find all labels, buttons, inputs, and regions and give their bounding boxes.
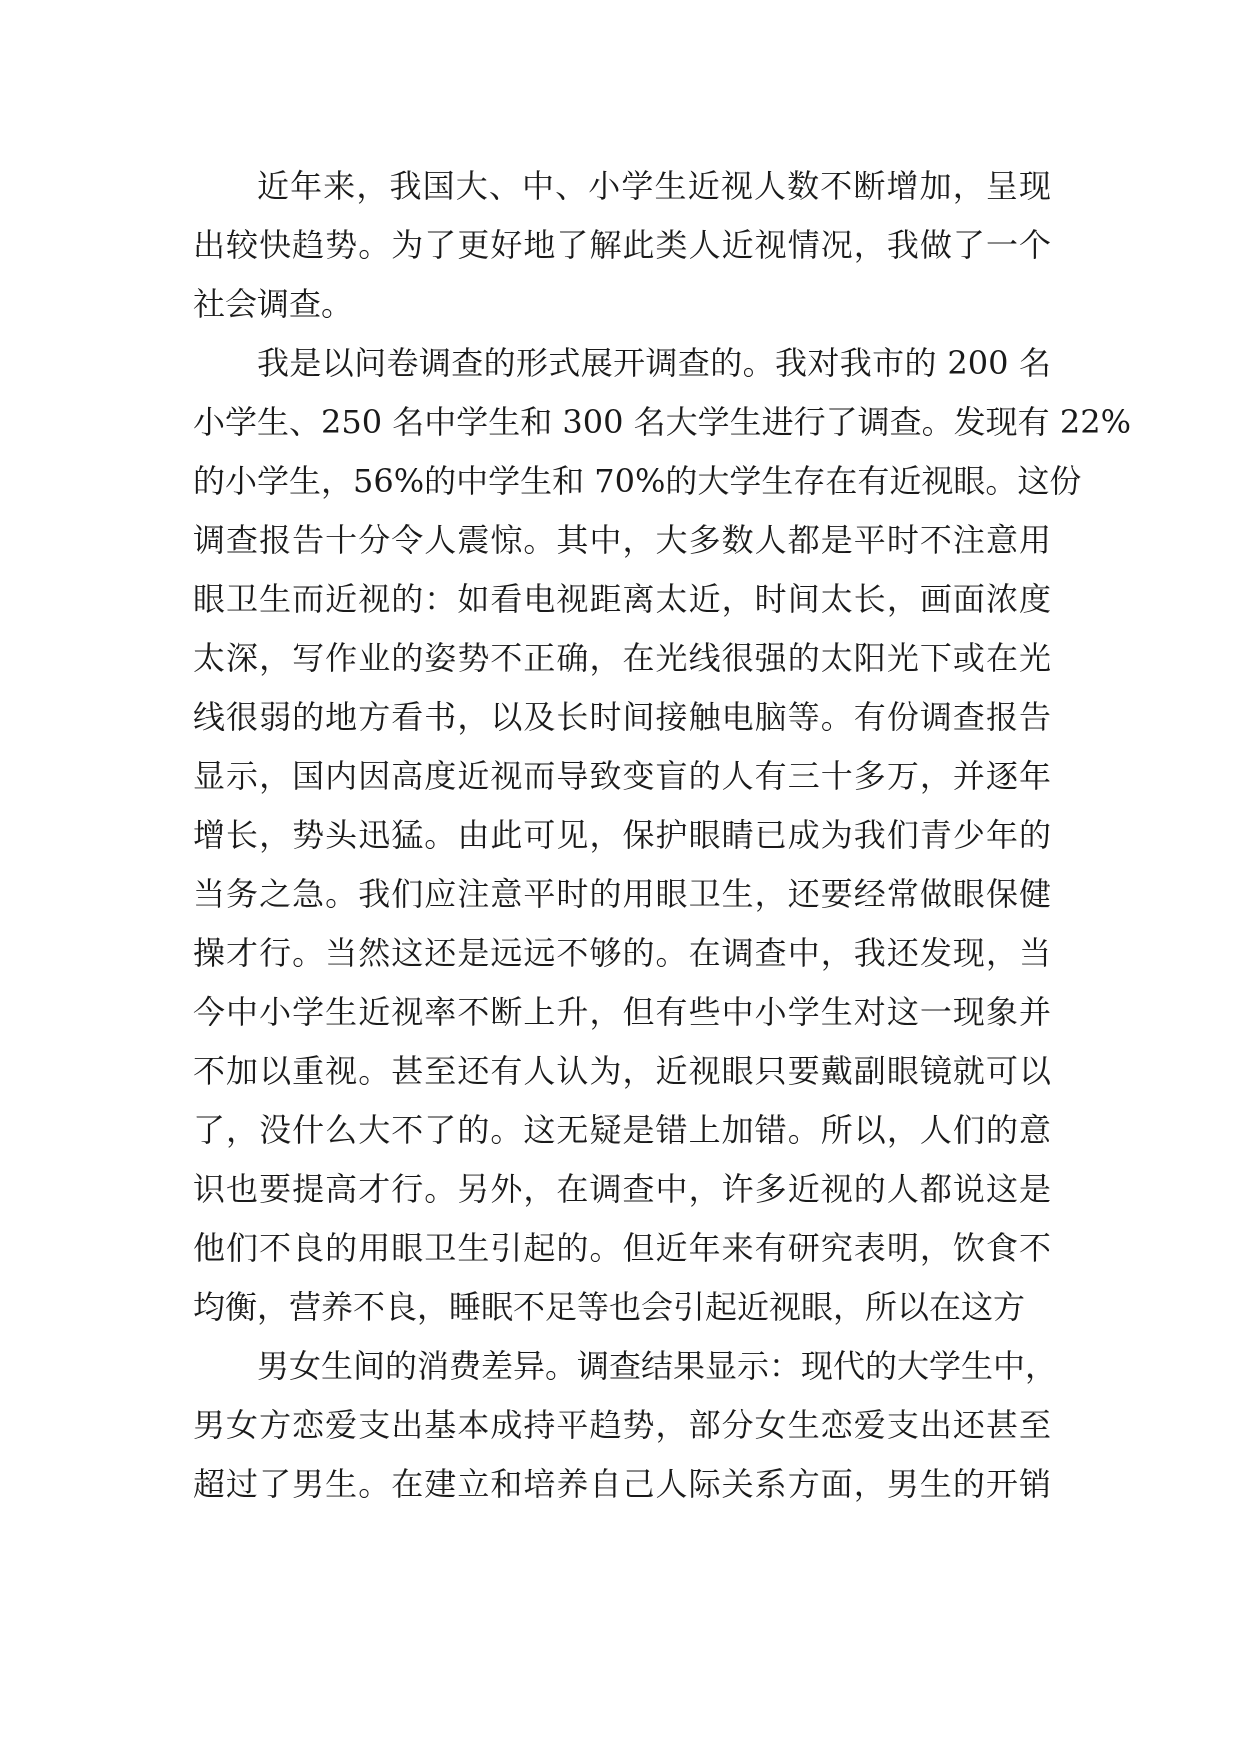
- text-line: 超过了男生。在建立和培养自己人际关系方面，男生的开销: [193, 1465, 1051, 1503]
- paragraph: [193, 157, 1051, 334]
- text-line: 均衡，营养不良，睡眠不足等也会引起近视眼，所以在这方: [193, 1288, 1026, 1326]
- text-line: 太深，写作业的姿势不正确，在光线很强的太阳光下或在光: [193, 639, 1051, 677]
- text-line: 男女方恋爱支出基本成持平趋势，部分女生恋爱支出还甚至: [193, 1406, 1051, 1444]
- text-line: 今中小学生近视率不断上升，但有些中小学生对这一现象并: [193, 993, 1051, 1031]
- text-line: 增长，势头迅猛。由此可见，保护眼睛已成为我们青少年的: [193, 816, 1051, 854]
- text-line: 男女生间的消费差异。调查结果显示：现代的大学生中，: [257, 1347, 1058, 1385]
- text-line: 小学生、250 名中学生和 300 名大学生进行了调查。发现有 22%: [193, 403, 1131, 441]
- text-line: 当务之急。我们应注意平时的用眼卫生，还要经常做眼保健: [193, 875, 1051, 913]
- text-line: 他们不良的用眼卫生引起的。但近年来有研究表明，饮食不: [193, 1229, 1051, 1267]
- text-line: 社会调查。: [193, 285, 354, 323]
- text-line: 出较快趋势。为了更好地了解此类人近视情况，我做了一个: [193, 226, 1051, 264]
- text-line: 眼卫生而近视的：如看电视距离太近，时间太长，画面浓度: [193, 580, 1051, 618]
- paragraph: [193, 1337, 1058, 1514]
- paragraph: [193, 334, 1131, 1337]
- text-line: 近年来，我国大、中、小学生近视人数不断增加，呈现: [257, 167, 1051, 205]
- document-body: [193, 157, 1131, 1514]
- text-line: 我是以问卷调查的形式展开调查的。我对我市的 200 名: [257, 344, 1051, 382]
- text-line: 识也要提高才行。另外，在调查中，许多近视的人都说这是: [193, 1170, 1051, 1208]
- text-line: 操才行。当然这还是远远不够的。在调查中，我还发现，当: [193, 934, 1051, 972]
- text-line: 了，没什么大不了的。这无疑是错上加错。所以，人们的意: [193, 1111, 1051, 1149]
- text-line: 显示，国内因高度近视而导致变盲的人有三十多万，并逐年: [193, 757, 1051, 795]
- text-line: 线很弱的地方看书，以及长时间接触电脑等。有份调查报告: [193, 698, 1051, 736]
- text-line: 不加以重视。甚至还有人认为，近视眼只要戴副眼镜就可以: [193, 1052, 1051, 1090]
- text-line: 调查报告十分令人震惊。其中，大多数人都是平时不注意用: [193, 521, 1051, 559]
- text-line: 的小学生，56%的中学生和 70%的大学生存在有近视眼。这份: [193, 462, 1082, 500]
